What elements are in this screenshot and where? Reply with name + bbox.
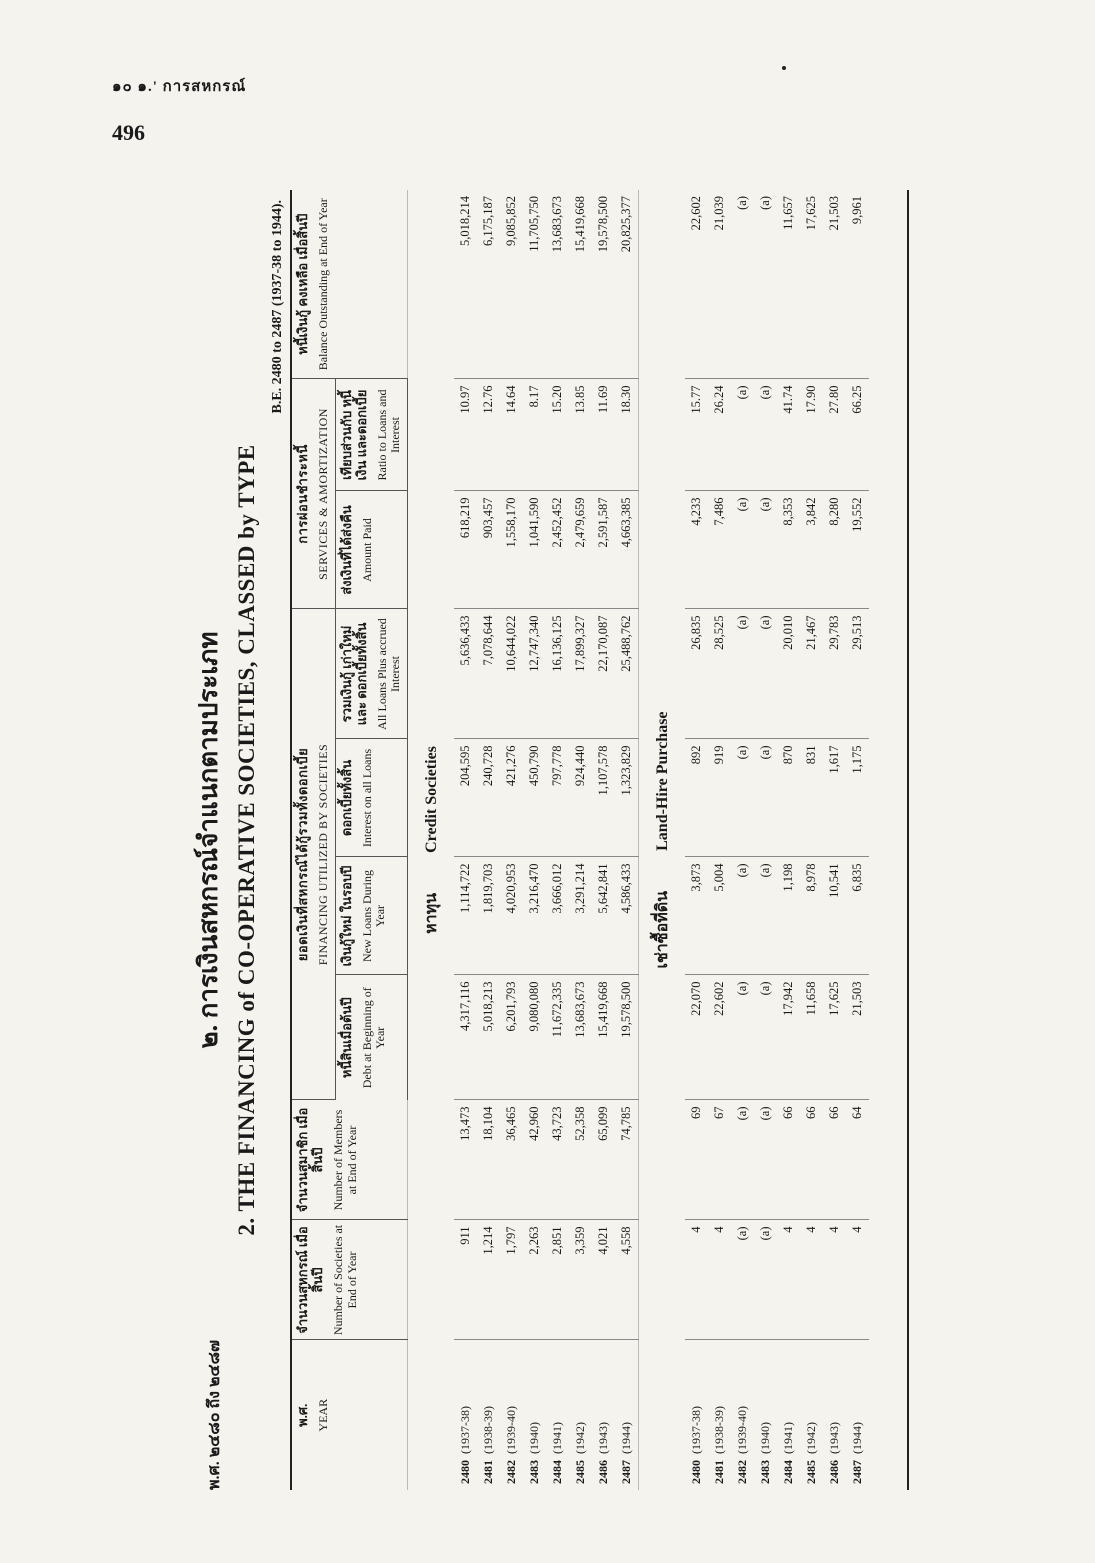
speck-mark [782, 66, 786, 70]
running-head: ๑๐ ๑.' การสหกรณ์ [112, 79, 247, 95]
year-be: 2487 [619, 1460, 634, 1484]
col-societies-thai: จำนวนสหกรณ์ เมื่อสิ้นปี [295, 1226, 325, 1334]
period-english: B.E. 2480 to 2487 (1937-38 to 1944). [270, 200, 285, 414]
cell-members: 43,723 [546, 1100, 569, 1220]
cell-amount-paid: 4,663,385 [615, 491, 639, 609]
cell-all-loans: 29,783 [823, 609, 846, 739]
cell-societies: 3,359 [569, 1220, 592, 1340]
table-row [546, 190, 569, 1490]
group-services-en: SERVICES & AMORTIZATION [315, 408, 330, 580]
cell-all-loans: 20,010 [777, 609, 800, 739]
cell-societies: 4,558 [615, 1220, 639, 1340]
year-ce: (1941) [781, 1422, 796, 1454]
col-year [292, 1340, 408, 1490]
cell-balance: 20,825,377 [615, 190, 639, 379]
cell-all-loans: 21,467 [800, 609, 823, 739]
year-be: 2485 [804, 1460, 819, 1484]
cell-ratio: 15.20 [546, 379, 569, 491]
cell-new-loans: 3,291,214 [569, 857, 592, 975]
cell-interest: 1,107,578 [592, 739, 615, 857]
cell-ratio: 27.80 [823, 379, 846, 491]
table-row [592, 190, 615, 1490]
col-interest-thai: ดอกเบี้ยทั้งสิ้น [338, 759, 354, 837]
year-ce: (1939-40) [735, 1406, 750, 1454]
cell-members: 66 [823, 1100, 846, 1220]
year-ce: (1937-38) [458, 1406, 473, 1454]
group-services-thai: การผ่อนชำระหนี้ [295, 444, 310, 544]
cell-members: 66 [777, 1100, 800, 1220]
cell-members: 52,358 [569, 1100, 592, 1220]
financing-table-frame [290, 190, 909, 1490]
cell-interest: 1,323,829 [615, 739, 639, 857]
year-be: 2480 [689, 1460, 704, 1484]
table-row [754, 190, 777, 1490]
cell-interest: 240,728 [477, 739, 500, 857]
cell-debt-begin: 15,419,668 [592, 975, 615, 1100]
financing-table [292, 190, 869, 1490]
section-title [639, 190, 686, 1490]
cell-all-loans: 29,513 [846, 609, 869, 739]
cell-new-loans: 4,586,433 [615, 857, 639, 975]
section-title-english: Credit Societies [422, 746, 440, 853]
year-be: 2480 [458, 1460, 473, 1484]
cell-balance: 15,419,668 [569, 190, 592, 379]
col-debt-begin [335, 975, 407, 1100]
section-title [408, 190, 455, 1490]
year-be: 2482 [504, 1460, 519, 1484]
cell-interest: 1,175 [846, 739, 869, 857]
cell-new-loans: 1,114,722 [454, 857, 477, 975]
cell-new-loans: 8,978 [800, 857, 823, 975]
col-new-loans [335, 857, 407, 975]
col-year-thai: พ.ศ. [295, 1403, 310, 1427]
cell-members: 66 [800, 1100, 823, 1220]
cell-members: (a) [754, 1100, 777, 1220]
cell-ratio: 13.85 [569, 379, 592, 491]
group-services [292, 379, 335, 609]
cell-balance: 22,602 [685, 190, 708, 379]
col-members-thai: จำนวนสมาชิก เมื่อสิ้นปี [295, 1107, 325, 1213]
table-row [569, 190, 592, 1490]
group-financing-thai: ยอดเงินที่สหกรณ์ได้กู้รวมทั้งดอกเบี้ย [295, 747, 310, 962]
year-cell [569, 1340, 592, 1490]
cell-debt-begin: 19,578,500 [615, 975, 639, 1100]
year-be: 2483 [527, 1460, 542, 1484]
col-all-loans-en: All Loans Plus accrued Interest [374, 618, 403, 730]
col-members-en: Number of Members at End of Year [330, 1109, 359, 1211]
cell-ratio: 26.24 [708, 379, 731, 491]
cell-ratio: 12.76 [477, 379, 500, 491]
cell-amount-paid: 618,219 [454, 491, 477, 609]
cell-balance: 13,683,673 [546, 190, 569, 379]
cell-societies: (a) [731, 1220, 754, 1340]
cell-interest: 450,790 [523, 739, 546, 857]
cell-societies: 2,851 [546, 1220, 569, 1340]
table-row [731, 190, 754, 1490]
cell-all-loans: (a) [754, 609, 777, 739]
cell-amount-paid: 2,479,659 [569, 491, 592, 609]
year-cell [477, 1340, 500, 1490]
cell-debt-begin: 22,070 [685, 975, 708, 1100]
cell-new-loans: 3,216,470 [523, 857, 546, 975]
col-societies-en: Number of Societies at End of Year [330, 1224, 359, 1336]
cell-amount-paid: 19,552 [846, 491, 869, 609]
cell-interest: 892 [685, 739, 708, 857]
year-cell [592, 1340, 615, 1490]
col-interest-en: Interest on all Loans [359, 748, 374, 848]
col-all-loans [335, 609, 407, 739]
year-be: 2487 [850, 1460, 865, 1484]
cell-new-loans: 5,004 [708, 857, 731, 975]
cell-debt-begin: 5,018,213 [477, 975, 500, 1100]
year-cell [800, 1340, 823, 1490]
year-cell [546, 1340, 569, 1490]
cell-new-loans: 6,835 [846, 857, 869, 975]
col-balance-thai: หนี้เงินกู้ คงเหลือ เมื่อสิ้นปี [295, 213, 310, 355]
group-financing [292, 609, 335, 1100]
year-cell [777, 1340, 800, 1490]
col-interest [335, 739, 407, 857]
year-be: 2483 [758, 1460, 773, 1484]
cell-societies: 4 [846, 1220, 869, 1340]
cell-amount-paid: 2,591,587 [592, 491, 615, 609]
cell-interest: 870 [777, 739, 800, 857]
col-balance-en: Balance Outstanding at End of Year [315, 198, 330, 371]
cell-interest: 924,440 [569, 739, 592, 857]
cell-debt-begin: 13,683,673 [569, 975, 592, 1100]
year-ce: (1940) [758, 1422, 773, 1454]
cell-ratio: 15.77 [685, 379, 708, 491]
year-ce: (1941) [550, 1422, 565, 1454]
table-row [823, 190, 846, 1490]
year-cell [523, 1340, 546, 1490]
year-cell [754, 1340, 777, 1490]
cell-societies: 2,263 [523, 1220, 546, 1340]
cell-new-loans: 1,198 [777, 857, 800, 975]
cell-ratio: (a) [731, 379, 754, 491]
section-header-row [639, 190, 686, 1490]
cell-debt-begin: 9,080,080 [523, 975, 546, 1100]
table-title-english: 2. THE FINANCING of CO-OPERATIVE SOCIETIES, CLASSED by TYPE [234, 444, 259, 1236]
year-ce: (1943) [596, 1422, 611, 1454]
cell-ratio: 14.64 [500, 379, 523, 491]
cell-balance: 6,175,187 [477, 190, 500, 379]
table-row [523, 190, 546, 1490]
cell-balance: (a) [731, 190, 754, 379]
cell-interest: 919 [708, 739, 731, 857]
cell-all-loans: 12,747,340 [523, 609, 546, 739]
section-title-thai: หาทุน [422, 892, 440, 934]
cell-societies: 1,797 [500, 1220, 523, 1340]
cell-societies: 4 [800, 1220, 823, 1340]
cell-all-loans: 17,899,327 [569, 609, 592, 739]
cell-members: 42,960 [523, 1100, 546, 1220]
cell-societies: 4 [823, 1220, 846, 1340]
table-row [454, 190, 477, 1490]
col-ratio-en: Ratio to Loans and Interest [374, 389, 403, 481]
col-all-loans-thai: รวมเงินกู้ เก่าใหม่ และ ดอกเบี้ยทั้งสิ้น [338, 622, 369, 726]
cell-all-loans: 10,644,022 [500, 609, 523, 739]
col-ratio-thai: เทียบส่วนกับ หนี้เงิน และดอกเบี้ย [338, 389, 369, 481]
year-be: 2484 [781, 1460, 796, 1484]
group-financing-en: FINANCING UTILIZED BY SOCIETIES [315, 743, 330, 966]
cell-ratio: 66.25 [846, 379, 869, 491]
cell-balance: 11,705,750 [523, 190, 546, 379]
cell-members: 64 [846, 1100, 869, 1220]
col-amount-paid [335, 491, 407, 609]
cell-amount-paid: 1,558,170 [500, 491, 523, 609]
col-ratio [335, 379, 407, 491]
cell-societies: 4 [708, 1220, 731, 1340]
year-cell [708, 1340, 731, 1490]
cell-all-loans: 5,636,433 [454, 609, 477, 739]
cell-balance: 9,085,852 [500, 190, 523, 379]
year-cell [823, 1340, 846, 1490]
year-be: 2486 [596, 1460, 611, 1484]
cell-debt-begin: 4,317,116 [454, 975, 477, 1100]
cell-balance: 11,657 [777, 190, 800, 379]
cell-balance: 9,961 [846, 190, 869, 379]
cell-debt-begin: 22,602 [708, 975, 731, 1100]
cell-societies: (a) [754, 1220, 777, 1340]
year-ce: (1940) [527, 1422, 542, 1454]
table-title-thai: ๒. การเงินสหกรณ์จำแนกตามประเภท [194, 631, 223, 1049]
cell-amount-paid: 2,452,452 [546, 491, 569, 609]
year-ce: (1939-40) [504, 1406, 519, 1454]
col-societies [292, 1220, 408, 1340]
cell-ratio: 17.90 [800, 379, 823, 491]
cell-interest: (a) [754, 739, 777, 857]
cell-interest: 204,595 [454, 739, 477, 857]
cell-all-loans: 25,488,762 [615, 609, 639, 739]
table-row [500, 190, 523, 1490]
cell-amount-paid: 7,486 [708, 491, 731, 609]
year-be: 2482 [735, 1460, 750, 1484]
cell-amount-paid: 4,233 [685, 491, 708, 609]
year-be: 2486 [827, 1460, 842, 1484]
cell-new-loans: 5,642,841 [592, 857, 615, 975]
cell-debt-begin: 11,672,335 [546, 975, 569, 1100]
page-number: 496 [112, 120, 145, 145]
year-be: 2481 [481, 1460, 496, 1484]
cell-new-loans: 10,541 [823, 857, 846, 975]
cell-interest: 797,778 [546, 739, 569, 857]
cell-ratio: 41.74 [777, 379, 800, 491]
cell-ratio: (a) [754, 379, 777, 491]
cell-debt-begin: (a) [754, 975, 777, 1100]
year-ce: (1938-39) [481, 1406, 496, 1454]
cell-all-loans: 16,136,125 [546, 609, 569, 739]
year-ce: (1937-38) [689, 1406, 704, 1454]
year-ce: (1938-39) [712, 1406, 727, 1454]
col-debt-begin-thai: หนี้สินเมื่อต้นปี [338, 997, 354, 1079]
table-row [708, 190, 731, 1490]
cell-debt-begin: 17,625 [823, 975, 846, 1100]
cell-ratio: 8.17 [523, 379, 546, 491]
year-cell [454, 1340, 477, 1490]
cell-interest: 1,617 [823, 739, 846, 857]
cell-members: 65,099 [592, 1100, 615, 1220]
cell-societies: 1,214 [477, 1220, 500, 1340]
cell-members: 74,785 [615, 1100, 639, 1220]
section-title-english: Land-Hire Purchase [653, 711, 671, 851]
col-amount-paid-thai: ส่งเงินที่ได้ส่งคืน [338, 505, 354, 595]
year-ce: (1943) [827, 1422, 842, 1454]
cell-amount-paid: 1,041,590 [523, 491, 546, 609]
period-thai: พ.ศ. ๒๔๘๐ ถึง ๒๔๘๗ [206, 1340, 223, 1490]
col-balance [292, 190, 408, 379]
cell-societies: 4 [777, 1220, 800, 1340]
cell-members: 69 [685, 1100, 708, 1220]
year-ce: (1944) [850, 1422, 865, 1454]
col-year-en: YEAR [315, 1398, 330, 1432]
cell-balance: (a) [754, 190, 777, 379]
table-row [685, 190, 708, 1490]
cell-debt-begin: 21,503 [846, 975, 869, 1100]
cell-new-loans: 3,666,012 [546, 857, 569, 975]
cell-balance: 19,578,500 [592, 190, 615, 379]
cell-ratio: 10.97 [454, 379, 477, 491]
cell-balance: 21,039 [708, 190, 731, 379]
table-row [777, 190, 800, 1490]
cell-amount-paid: 3,842 [800, 491, 823, 609]
year-cell [846, 1340, 869, 1490]
cell-debt-begin: (a) [731, 975, 754, 1100]
header-row-groups [292, 190, 335, 1490]
year-cell [500, 1340, 523, 1490]
cell-members: (a) [731, 1100, 754, 1220]
cell-debt-begin: 6,201,793 [500, 975, 523, 1100]
cell-new-loans: (a) [754, 857, 777, 975]
cell-members: 36,465 [500, 1100, 523, 1220]
year-cell [731, 1340, 754, 1490]
cell-new-loans: 1,819,703 [477, 857, 500, 975]
cell-ratio: 11.69 [592, 379, 615, 491]
col-members [292, 1100, 408, 1220]
col-amount-paid-en: Amount Paid [359, 518, 374, 582]
table-row [615, 190, 639, 1490]
cell-societies: 4 [685, 1220, 708, 1340]
cell-amount-paid: (a) [731, 491, 754, 609]
cell-balance: 17,625 [800, 190, 823, 379]
cell-members: 13,473 [454, 1100, 477, 1220]
table-row [477, 190, 500, 1490]
year-ce: (1942) [804, 1422, 819, 1454]
year-be: 2484 [550, 1460, 565, 1484]
cell-new-loans: (a) [731, 857, 754, 975]
cell-societies: 4,021 [592, 1220, 615, 1340]
table-body [408, 190, 870, 1490]
cell-new-loans: 4,020,953 [500, 857, 523, 975]
cell-societies: 911 [454, 1220, 477, 1340]
cell-new-loans: 3,873 [685, 857, 708, 975]
cell-ratio: 18.30 [615, 379, 639, 491]
rotated-table-page [150, 190, 910, 1490]
cell-amount-paid: 8,280 [823, 491, 846, 609]
cell-members: 18,104 [477, 1100, 500, 1220]
cell-all-loans: (a) [731, 609, 754, 739]
cell-all-loans: 26,835 [685, 609, 708, 739]
col-debt-begin-en: Debt at Beginning of Year [359, 987, 388, 1089]
cell-interest: (a) [731, 739, 754, 857]
cell-debt-begin: 11,658 [800, 975, 823, 1100]
year-be: 2485 [573, 1460, 588, 1484]
cell-amount-paid: (a) [754, 491, 777, 609]
cell-debt-begin: 17,942 [777, 975, 800, 1100]
section-header-row [408, 190, 455, 1490]
cell-interest: 831 [800, 739, 823, 857]
cell-amount-paid: 903,457 [477, 491, 500, 609]
year-cell [615, 1340, 639, 1490]
year-cell [685, 1340, 708, 1490]
cell-members: 67 [708, 1100, 731, 1220]
year-be: 2481 [712, 1460, 727, 1484]
col-new-loans-en: New Loans During Year [359, 870, 388, 962]
cell-all-loans: 7,078,644 [477, 609, 500, 739]
cell-all-loans: 28,525 [708, 609, 731, 739]
cell-amount-paid: 8,353 [777, 491, 800, 609]
cell-all-loans: 22,170,087 [592, 609, 615, 739]
table-row [846, 190, 869, 1490]
cell-balance: 5,018,214 [454, 190, 477, 379]
col-new-loans-thai: เงินกู้ใหม่ ในรอบปี [338, 865, 354, 967]
year-ce: (1944) [619, 1422, 634, 1454]
section-title-thai: เช่าซื้อที่ดิน [653, 890, 671, 969]
table-row [800, 190, 823, 1490]
year-ce: (1942) [573, 1422, 588, 1454]
cell-balance: 21,503 [823, 190, 846, 379]
cell-interest: 421,276 [500, 739, 523, 857]
